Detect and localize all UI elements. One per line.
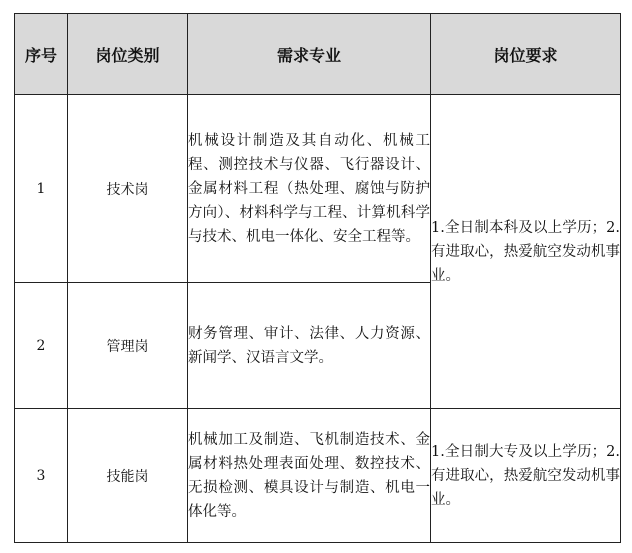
row-requirement: 1.全日制本科及以上学历；2.有进取心，热爱航空发动机事业。 [431, 95, 621, 409]
header-major: 需求专业 [188, 14, 431, 95]
row-requirement: 1.全日制大专及以上学历；2.有进取心，热爱航空发动机事业。 [431, 409, 621, 543]
row-category: 技术岗 [68, 95, 188, 283]
recruitment-table [14, 13, 621, 543]
table-row [15, 95, 621, 283]
header-category: 岗位类别 [68, 14, 188, 95]
row-major: 财务管理、审计、法律、人力资源、新闻学、汉语言文学。 [188, 283, 431, 409]
row-num: 3 [15, 409, 68, 543]
row-major: 机械设计制造及其自动化、机械工程、测控技术与仪器、飞行器设计、金属材料工程（热处理、腐蚀与防护方向）、材料科学与工程、计算机科学与技术、机电一体化、安全工程等。 [188, 95, 431, 283]
row-num: 1 [15, 95, 68, 283]
header-requirement: 岗位要求 [431, 14, 621, 95]
table-row [15, 409, 621, 543]
row-major: 机械加工及制造、飞机制造技术、金属材料热处理表面处理、数控技术、无损检测、模具设计与制造、机电一体化等。 [188, 409, 431, 543]
table-header-row [15, 14, 621, 95]
row-category: 技能岗 [68, 409, 188, 543]
recruitment-table-container [14, 13, 620, 542]
row-category: 管理岗 [68, 283, 188, 409]
row-num: 2 [15, 283, 68, 409]
header-num: 序号 [15, 14, 68, 95]
